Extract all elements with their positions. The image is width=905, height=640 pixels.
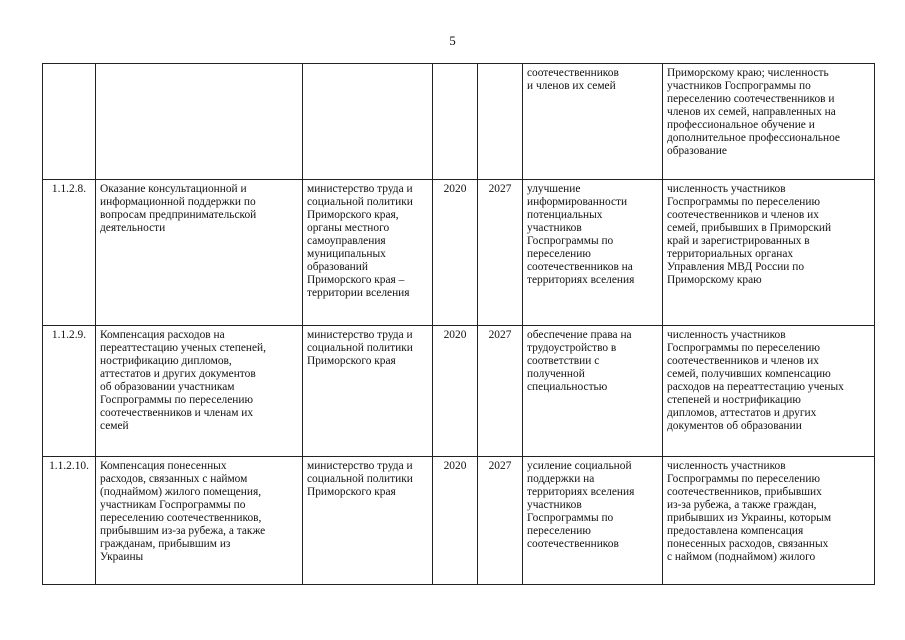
executor-cell bbox=[303, 64, 433, 180]
item-number-cell: 1.1.2.9. bbox=[43, 326, 96, 457]
executor-cell: министерство труда и социальной политики Приморского края bbox=[303, 326, 433, 457]
start-year-cell: 2020 bbox=[433, 180, 478, 326]
activity-name-cell: Компенсация понесенных расходов, связанных с наймом (поднаймом) жилого помещения, участникам Госпрограммы по переселению соотечественников, прибывшим из-за рубежа, а также гражданам, прибывшим из Украины bbox=[96, 457, 303, 585]
expected-result-cell: усиление социальной поддержки на территориях вселения участников Госпрограммы по переселению соотечественников bbox=[523, 457, 663, 585]
end-year-cell bbox=[478, 64, 523, 180]
expected-result-cell: обеспечение права на трудоустройство в соответствии с полученной специальностью bbox=[523, 326, 663, 457]
indicator-cell: численность участников Госпрограммы по переселению соотечественников, прибывших из-за рубежа, а также граждан, прибывших из Украины, которым предоставлена компенсация понесенных расходов, связанных с наймом (поднаймом) жилого bbox=[663, 457, 875, 585]
indicator-cell: численность участников Госпрограммы по переселению соотечественников и членов их семей, получивших компенсацию расходов на переаттестацию ученых степеней и нострификацию дипломов, аттестатов и других документов об образовании bbox=[663, 326, 875, 457]
start-year-cell: 2020 bbox=[433, 326, 478, 457]
activity-name-cell: Компенсация расходов на переаттестацию ученых степеней, нострификацию дипломов, аттестатов и других документов об образовании участникам Госпрограммы по переселению соотечественников и членам их семей bbox=[96, 326, 303, 457]
table-row bbox=[43, 64, 875, 180]
indicator-cell: численность участников Госпрограммы по переселению соотечественников и членов их семей, прибывших в Приморский край и зарегистрированных в территориальных органах Управления МВД России по Приморскому краю bbox=[663, 180, 875, 326]
start-year-cell bbox=[433, 64, 478, 180]
start-year-cell: 2020 bbox=[433, 457, 478, 585]
item-number-cell: 1.1.2.10. bbox=[43, 457, 96, 585]
table-row bbox=[43, 457, 875, 585]
item-number-cell bbox=[43, 64, 96, 180]
end-year-cell: 2027 bbox=[478, 457, 523, 585]
executor-cell: министерство труда и социальной политики Приморского края, органы местного самоуправления муниципальных образований Приморского края – территории вселения bbox=[303, 180, 433, 326]
table-row bbox=[43, 326, 875, 457]
activity-name-cell: Оказание консультационной и информационной поддержки по вопросам предпринимательской деятельности bbox=[96, 180, 303, 326]
executor-cell: министерство труда и социальной политики Приморского края bbox=[303, 457, 433, 585]
page-number: 5 bbox=[449, 33, 456, 48]
expected-result-cell: соотечественников и членов их семей bbox=[523, 64, 663, 180]
expected-result-cell: улучшение информированности потенциальных участников Госпрограммы по переселению соотечественников на территориях вселения bbox=[523, 180, 663, 326]
item-number-cell: 1.1.2.8. bbox=[43, 180, 96, 326]
end-year-cell: 2027 bbox=[478, 180, 523, 326]
activity-name-cell bbox=[96, 64, 303, 180]
end-year-cell: 2027 bbox=[478, 326, 523, 457]
program-activities-table bbox=[42, 63, 875, 585]
table-row bbox=[43, 180, 875, 326]
indicator-cell: Приморскому краю; численность участников Госпрограммы по переселению соотечественников и членов их семей, направленных на профессиональное обучение и дополнительное профессиональное образование bbox=[663, 64, 875, 180]
